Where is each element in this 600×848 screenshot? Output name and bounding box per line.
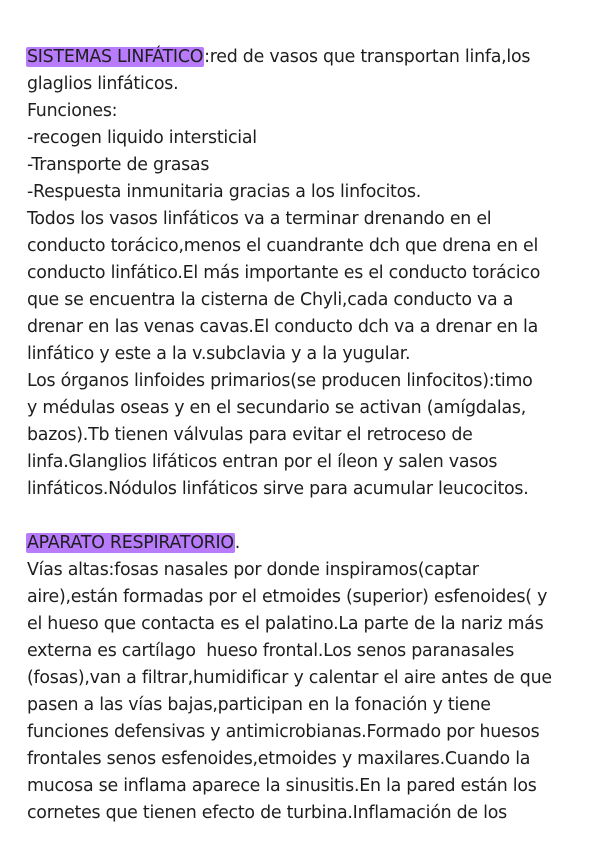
- text-line: el hueso que contacta es el palatino.La parte de la nariz más: [27, 614, 544, 634]
- heading-lymphatic-system: SISTEMAS LINFÁTICO: [27, 47, 204, 67]
- text-line: pasen a las vías bajas,participan en la fonación y tiene: [27, 695, 491, 715]
- text-line: conducto linfático.El más importante es el conducto torácico: [27, 263, 541, 283]
- text-line: externa es cartílago hueso frontal.Los senos paranasales: [27, 641, 515, 661]
- text-line: y médulas oseas y en el secundario se activan (amígdalas,: [27, 398, 527, 418]
- text-line: que se encuentra la cisterna de Chyli,cada conducto va a: [27, 290, 514, 310]
- text-line: Vías altas:fosas nasales por donde inspiramos(captar: [27, 560, 479, 580]
- text-line: linfático y este a la v.subclavia y a la yugular.: [27, 344, 411, 364]
- text-line: bazos).Tb tienen válvulas para evitar el retroceso de: [27, 425, 473, 445]
- text-line: aire),están formadas por el etmoides (superior) esfenoides( y: [27, 587, 548, 607]
- section-respiratory-first-line: [27, 530, 587, 557]
- section-spacer: [27, 503, 587, 530]
- text-line: cornetes que tienen efecto de turbina.Inflamación de los: [27, 803, 507, 823]
- text-line: :red de vasos que transportan linfa,los: [204, 47, 531, 67]
- heading-respiratory-system: APARATO RESPIRATORIO: [27, 533, 234, 553]
- text-line: -recogen liquido intersticial: [27, 128, 257, 148]
- text-line: (fosas),van a filtrar,humidificar y calentar el aire antes de que: [27, 668, 552, 688]
- text-line: linfa.Glanglios lifáticos entran por el íleon y salen vasos: [27, 452, 498, 472]
- text-line: Los órganos linfoides primarios(se producen linfocitos):timo: [27, 371, 533, 391]
- text-line: mucosa se inflama aparece la sinusitis.En la pared están los: [27, 776, 537, 796]
- text-line: Todos los vasos linfáticos va a terminar drenando en el: [27, 209, 492, 229]
- text-line: -Transporte de grasas: [27, 155, 210, 175]
- note-page: [27, 44, 587, 827]
- text-line: conducto torácico,menos el cuandrante dch que drena en el: [27, 236, 539, 256]
- text-line: drenar en las venas cavas.El conducto dch va a drenar en la: [27, 317, 539, 337]
- text-line: -Respuesta inmunitaria gracias a los linfocitos.: [27, 182, 422, 202]
- text-line: glaglios linfáticos.: [27, 74, 179, 94]
- text-line: frontales senos esfenoides,etmoides y maxilares.Cuando la: [27, 749, 531, 769]
- section-lymphatic-first-line: [27, 44, 587, 71]
- text-line: Funciones:: [27, 101, 118, 121]
- text-line: funciones defensivas y antimicrobianas.Formado por huesos: [27, 722, 540, 742]
- heading-suffix: .: [234, 533, 241, 553]
- text-line: linfáticos.Nódulos linfáticos sirve para acumular leucocitos.: [27, 479, 529, 499]
